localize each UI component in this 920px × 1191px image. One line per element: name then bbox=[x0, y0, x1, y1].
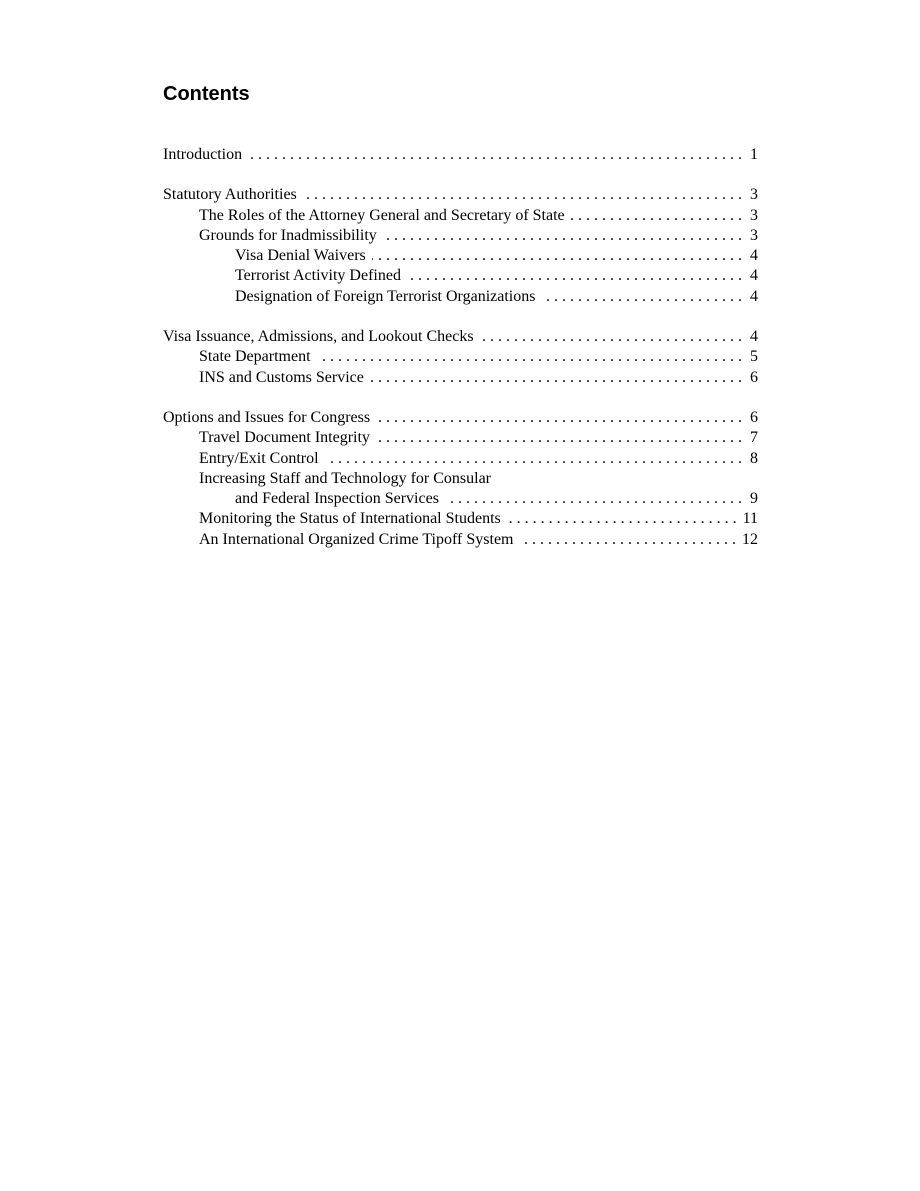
dot-leader bbox=[370, 368, 742, 388]
toc-page-number: 4 bbox=[750, 328, 758, 346]
toc-entry[interactable] bbox=[163, 449, 758, 469]
toc-page-number: 6 bbox=[750, 408, 758, 426]
toc-section bbox=[163, 327, 758, 388]
toc-page-number: 1 bbox=[750, 146, 758, 163]
toc-entry-title: Monitoring the Status of International Students bbox=[199, 510, 501, 528]
toc-entry[interactable] bbox=[163, 185, 758, 205]
toc-entry[interactable] bbox=[163, 368, 758, 388]
toc-entry-continuation[interactable] bbox=[163, 489, 758, 509]
dot-leader bbox=[383, 226, 742, 246]
toc-page-number: 3 bbox=[750, 186, 758, 204]
toc-page-number: 7 bbox=[750, 429, 758, 447]
toc-entry-title: The Roles of the Attorney General and Secretary of State bbox=[199, 206, 565, 224]
toc-entry[interactable] bbox=[163, 287, 758, 307]
toc-page-number: 3 bbox=[750, 226, 758, 244]
toc-entry-title: Statutory Authorities bbox=[163, 186, 297, 204]
toc-entry-title: Options and Issues for Congress bbox=[163, 408, 371, 426]
dot-leader bbox=[571, 206, 742, 226]
toc-page-number: 3 bbox=[750, 206, 758, 224]
toc-entry-title: Introduction bbox=[163, 146, 243, 163]
toc-entry[interactable] bbox=[163, 347, 758, 367]
toc-entry[interactable] bbox=[163, 246, 758, 266]
toc-section bbox=[163, 145, 758, 165]
toc-entry[interactable] bbox=[163, 145, 758, 165]
toc-entry[interactable] bbox=[163, 428, 758, 448]
toc-entry-title: INS and Customs Service bbox=[199, 368, 364, 386]
toc-entry-title: Visa Denial Waivers bbox=[235, 247, 366, 265]
toc-page-number: 4 bbox=[750, 267, 758, 285]
toc-entry-title: Increasing Staff and Technology for Consular bbox=[199, 469, 491, 487]
toc-page-number: 5 bbox=[750, 348, 758, 366]
page-title: Contents bbox=[163, 83, 250, 105]
table-of-contents bbox=[163, 145, 758, 570]
toc-section bbox=[163, 408, 758, 550]
dot-leader bbox=[325, 449, 742, 469]
dot-leader bbox=[407, 266, 742, 286]
toc-section bbox=[163, 185, 758, 307]
toc-entry-title: Entry/Exit Control bbox=[199, 449, 319, 467]
dot-leader bbox=[541, 287, 742, 307]
toc-entry[interactable] bbox=[163, 509, 758, 529]
toc-entry-title: State Department bbox=[199, 348, 311, 366]
dot-leader bbox=[519, 530, 736, 550]
toc-entry[interactable] bbox=[163, 408, 758, 428]
toc-entry[interactable] bbox=[163, 266, 758, 286]
dot-leader bbox=[480, 327, 742, 347]
toc-page-number: 12 bbox=[742, 530, 758, 548]
toc-entry-title: Travel Document Integrity bbox=[199, 429, 370, 447]
dot-leader bbox=[376, 428, 742, 448]
toc-entry-title: Visa Issuance, Admissions, and Lookout Checks bbox=[163, 328, 474, 346]
toc-page-number: 9 bbox=[750, 490, 758, 508]
toc-page-number: 11 bbox=[742, 510, 758, 528]
toc-entry[interactable] bbox=[163, 206, 758, 226]
dot-leader bbox=[303, 185, 742, 205]
dot-leader bbox=[445, 489, 742, 509]
toc-entry[interactable] bbox=[163, 226, 758, 246]
dot-leader bbox=[317, 347, 742, 367]
toc-page-number: 4 bbox=[750, 247, 758, 265]
toc-entry[interactable] bbox=[163, 327, 758, 347]
toc-entry[interactable] bbox=[163, 530, 758, 550]
toc-entry-title: Designation of Foreign Terrorist Organizations bbox=[235, 287, 536, 305]
toc-entry-title: Grounds for Inadmissibility bbox=[199, 226, 377, 244]
dot-leader bbox=[507, 509, 737, 529]
toc-entry-title-continuation: and Federal Inspection Services bbox=[235, 490, 439, 508]
toc-page-number: 6 bbox=[750, 368, 758, 386]
toc-entry-title: An International Organized Crime Tipoff System bbox=[199, 530, 514, 548]
toc-entry[interactable] bbox=[163, 469, 758, 489]
dot-leader bbox=[376, 408, 742, 428]
toc-page-number: 8 bbox=[750, 449, 758, 467]
dot-leader bbox=[248, 145, 742, 165]
dot-leader bbox=[372, 246, 742, 266]
toc-entry-title: Terrorist Activity Defined bbox=[235, 267, 401, 285]
toc-page-number: 4 bbox=[750, 287, 758, 305]
